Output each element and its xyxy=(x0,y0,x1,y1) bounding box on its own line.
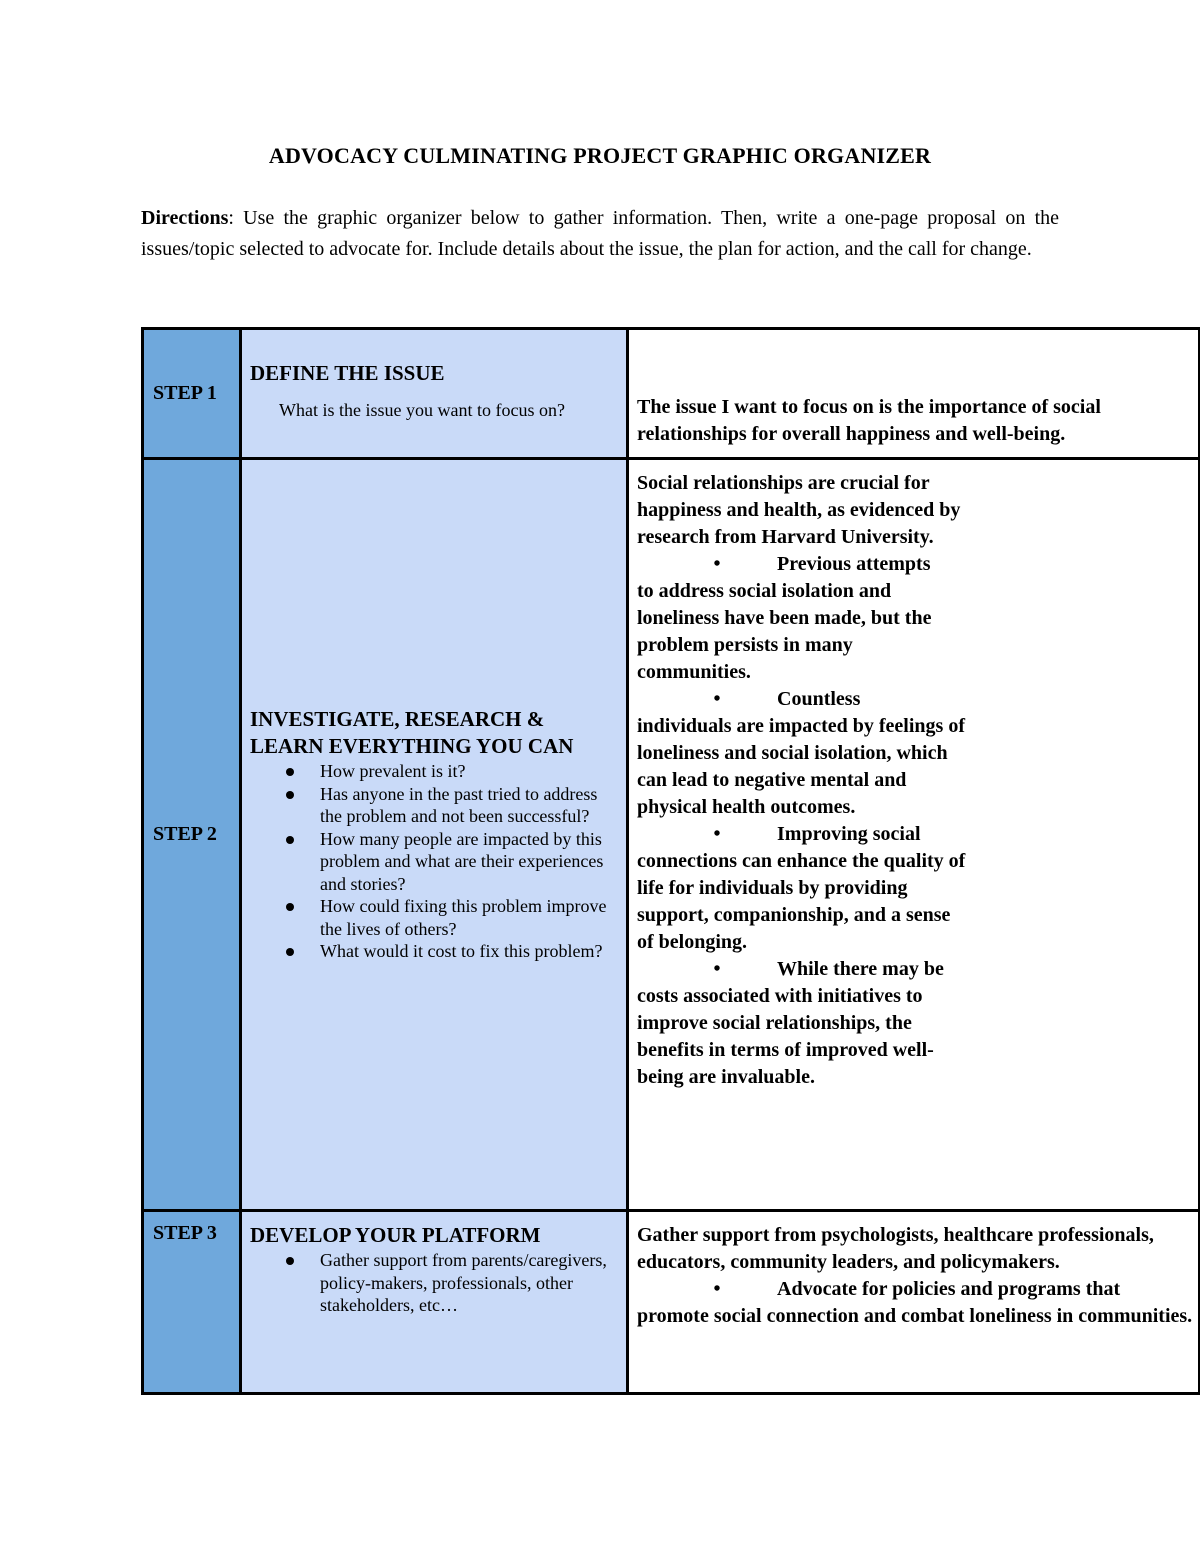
graphic-organizer-table xyxy=(141,327,1200,1395)
bullet-icon: • xyxy=(713,823,721,845)
answer-point-text: individuals are impacted by feelings of loneliness and social isolation, which can lead to negative mental and physical health outcomes. xyxy=(637,715,965,818)
directions-label: Directions xyxy=(141,207,229,229)
bullet-icon xyxy=(286,791,294,799)
list-item xyxy=(320,1249,618,1317)
bullet-icon xyxy=(286,836,294,844)
bullet-icon xyxy=(286,1257,294,1265)
answer-point xyxy=(637,551,967,578)
list-item xyxy=(320,828,618,896)
step-3-answer-intro: Gather support from psychologists, healthcare professionals, educators, community leaders, and policymakers. xyxy=(637,1224,1154,1273)
answer-point-lead: Previous attempts xyxy=(777,553,931,575)
list-item xyxy=(320,940,618,963)
step-1-cell xyxy=(143,329,241,459)
answer-point-lead: Countless xyxy=(777,688,861,710)
bullet-icon xyxy=(286,768,294,776)
table-row-step-3 xyxy=(143,1211,1200,1394)
bullet-icon: • xyxy=(713,1278,721,1300)
list-item-text: Gather support from parents/caregivers, policy-makers, professionals, other stakeholders, etc… xyxy=(320,1250,607,1315)
page-title: ADVOCACY CULMINATING PROJECT GRAPHIC ORGANIZER xyxy=(268,143,932,168)
answer-point-text: promote social connection and combat loneliness in communities. xyxy=(637,1305,1193,1327)
step-1-label: STEP 1 xyxy=(153,382,217,404)
list-item-text: How could fixing this problem improve the lives of others? xyxy=(320,896,607,939)
answer-point-text: costs associated with initiatives to improve social relationships, the benefits in terms of improved well-being are invaluable. xyxy=(637,985,934,1088)
step-3-heading: DEVELOP YOUR PLATFORM xyxy=(250,1223,541,1247)
step-2-answer-intro: Social relationships are crucial for happiness and health, as evidenced by research from Harvard University. xyxy=(637,472,961,548)
step-1-answer: The issue I want to focus on is the importance of social relationships for overall happiness and well-being. xyxy=(637,396,1101,445)
bullet-icon: • xyxy=(713,688,721,710)
answer-point xyxy=(637,686,967,713)
step-2-answer xyxy=(637,470,967,1091)
step-2-question-list xyxy=(250,760,618,963)
bullet-icon: • xyxy=(713,553,721,575)
directions xyxy=(141,203,1059,265)
answer-point-text: connections can enhance the quality of life for individuals by providing support, companionship, and a sense of belonging. xyxy=(637,850,966,953)
answer-point-lead: While there may be xyxy=(777,958,944,980)
step-2-answer-cell xyxy=(628,459,1200,1211)
step-2-label: STEP 2 xyxy=(153,823,217,845)
step-1-question: What is the issue you want to focus on? xyxy=(279,400,565,420)
step-3-answer-cell xyxy=(628,1211,1200,1394)
list-item-text: Has anyone in the past tried to address the problem and not been successful? xyxy=(320,783,598,827)
answer-point xyxy=(637,956,967,983)
step-3-prompt-cell xyxy=(241,1211,628,1394)
list-item-text: How prevalent is it? xyxy=(320,761,466,782)
step-3-cell xyxy=(143,1211,241,1394)
answer-point xyxy=(637,821,967,848)
step-3-question-list xyxy=(250,1249,618,1317)
answer-point xyxy=(637,1276,1198,1303)
answer-point-lead: Improving social xyxy=(777,823,921,845)
step-3-label: STEP 3 xyxy=(153,1222,217,1244)
table-row-step-2 xyxy=(143,459,1200,1211)
bullet-icon xyxy=(286,948,294,956)
list-item-text: How many people are impacted by this problem and what are their experiences and stories? xyxy=(320,828,604,894)
bullet-icon xyxy=(286,903,294,911)
directions-text: : Use the graphic organizer below to gather information. Then, write a one-page proposal on the issues/topic selected to advocate for. Include details about the issue, the plan for action, and the call for change. xyxy=(141,207,1059,260)
list-item-text: What would it cost to fix this problem? xyxy=(320,941,603,962)
list-item xyxy=(320,760,618,783)
list-item xyxy=(320,895,618,940)
step-2-prompt-cell xyxy=(241,459,628,1211)
step-1-prompt-cell xyxy=(241,329,628,459)
step-2-cell xyxy=(143,459,241,1211)
list-item xyxy=(320,783,618,828)
step-1-heading: DEFINE THE ISSUE xyxy=(250,361,445,385)
step-2-heading: INVESTIGATE, RESEARCH & LEARN EVERYTHING YOU CAN xyxy=(250,707,574,759)
table-row-step-1 xyxy=(143,329,1200,459)
answer-point-text: to address social isolation and loneliness have been made, but the problem persists in many communities. xyxy=(637,580,932,683)
step-1-answer-cell xyxy=(628,329,1200,459)
answer-point-lead: Advocate for policies and programs that xyxy=(777,1278,1121,1300)
bullet-icon: • xyxy=(713,958,721,980)
